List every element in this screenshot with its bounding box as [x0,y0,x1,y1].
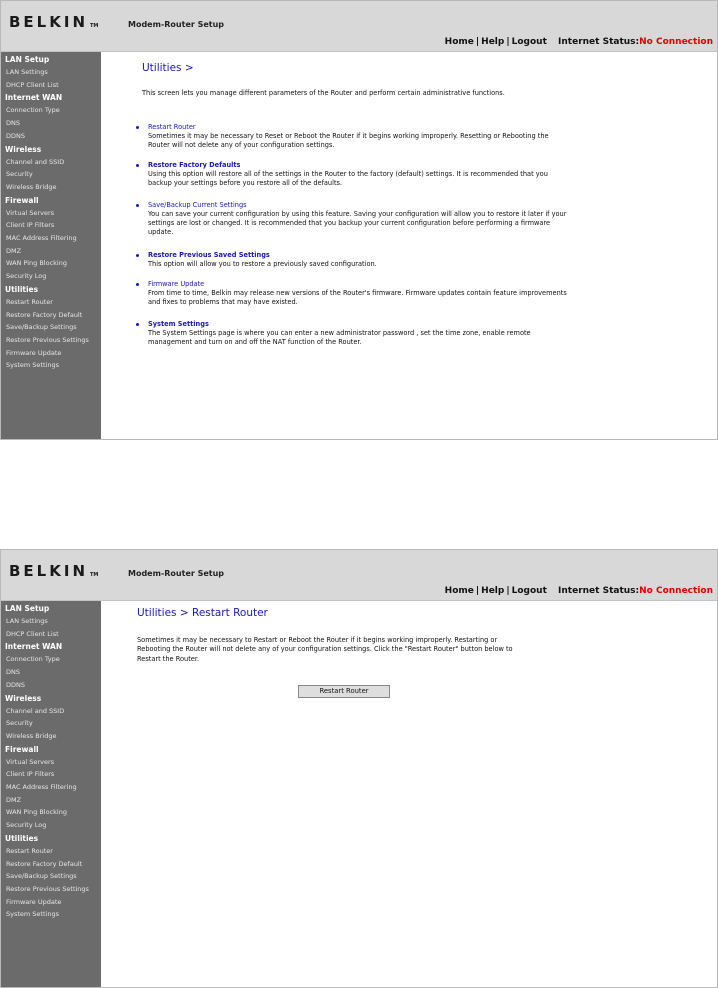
sidebar-item-system-settings[interactable]: System Settings [6,910,59,919]
sidebar-item-security-log[interactable]: Security Log [6,272,47,281]
nav-separator: | [475,586,480,596]
sidebar-item-dhcp-client-list[interactable]: DHCP Client List [6,629,59,638]
sidebar-item-channel-and-ssid[interactable]: Channel and SSID [6,157,65,166]
option-link-save-backup[interactable]: Save/Backup Current Settings [148,201,247,209]
internet-status-value: No Connection [639,37,713,47]
sidebar-menu [1,52,101,439]
sidebar-item-client-ip-filters[interactable]: Client IP Filters [6,770,55,779]
sidebar-item-wan-ping-blocking[interactable]: WAN Ping Blocking [6,808,67,817]
main-content [102,52,717,439]
sidebar-group-lan-setup[interactable]: LAN Setup [5,55,50,64]
sidebar-group-utilities[interactable]: Utilities [5,833,39,843]
home-link[interactable]: Home [444,586,474,596]
belkin-logo: BELKIN TM [9,562,99,580]
sidebar-group-lan-setup[interactable]: LAN Setup [5,604,50,613]
option-link-restore-previous[interactable]: Restore Previous Saved Settings [148,251,270,259]
option-restore-previous [148,251,568,269]
home-link[interactable]: Home [444,37,474,47]
sidebar-item-dhcp-client-list[interactable]: DHCP Client List [6,80,59,89]
page-title: Utilities > Restart Router [137,607,268,619]
sidebar-item-virtual-servers[interactable]: Virtual Servers [6,208,55,217]
option-restore-factory-defaults [148,161,568,188]
sidebar-item-wireless-bridge[interactable]: Wireless Bridge [6,182,57,191]
logout-link[interactable]: Logout [511,37,547,47]
option-description: Using this option will restore all of the settings in the Router to the factory (default) settings. It is recommended that you backup your settings before you restore all of the defaults. [148,169,548,187]
logout-link[interactable]: Logout [511,586,547,596]
sidebar-item-wireless-bridge[interactable]: Wireless Bridge [6,731,57,740]
sidebar-item-restore-previous-settings[interactable]: Restore Previous Settings [6,335,89,344]
option-description: The System Settings page is where you can enter a new administrator password , set the time zone, enable remote management and turn on and off the NAT function of the Router. [148,328,531,346]
top-nav [445,37,713,47]
option-description: From time to time, Belkin may release new versions of the Router's firmware. Firmware updates contain feature improvements and fixes to problems that may have existed. [148,288,567,306]
sidebar-item-security[interactable]: Security [6,719,33,728]
main-content [102,601,717,987]
restart-description: Sometimes it may be necessary to Restart or Reboot the Router if it begins working improperly. Restarting or Rebooting the Router will not delete any of your configuration settings. Click the "Restart Router" button below to Restart the Router. [137,636,513,663]
option-save-backup [148,201,568,237]
internet-status-label: Internet Status: [558,586,640,596]
sidebar-group-internet-wan[interactable]: Internet WAN [5,642,63,652]
sidebar-item-restart-router[interactable]: Restart Router [6,846,53,855]
sidebar-item-client-ip-filters[interactable]: Client IP Filters [6,221,55,230]
intro-text: This screen lets you manage different parameters of the Router and perform certain administrative functions. [142,89,505,97]
sidebar-item-system-settings[interactable]: System Settings [6,361,59,370]
sidebar-item-restore-previous-settings[interactable]: Restore Previous Settings [6,884,89,893]
sidebar-group-utilities[interactable]: Utilities [5,284,39,294]
option-description: You can save your current configuration by using this feature. Saving your configuration will allow you to restore it later if your settings are lost or changed. It is recommended that you backup your current configuration before performing a firmware update. [148,209,567,237]
bullet-icon [136,126,139,129]
help-link[interactable]: Help [481,37,505,47]
page-title: Utilities > [142,62,194,74]
option-link-restore-factory-defaults[interactable]: Restore Factory Defaults [148,161,241,169]
sidebar-item-save-backup-settings[interactable]: Save/Backup Settings [6,323,77,332]
sidebar-item-dmz[interactable]: DMZ [6,246,22,255]
sidebar-item-security[interactable]: Security [6,170,33,179]
option-description: Sometimes it may be necessary to Reset or Reboot the Router if it begins working improperly. Resetting or Rebooting the Router will not delete any of your configuration settings. [148,131,549,149]
option-restart-router [148,123,568,150]
internet-status-value: No Connection [639,586,713,596]
sidebar-item-restart-router[interactable]: Restart Router [6,297,53,306]
sidebar-item-save-backup-settings[interactable]: Save/Backup Settings [6,872,77,881]
bullet-icon [136,323,139,326]
sidebar-item-virtual-servers[interactable]: Virtual Servers [6,757,55,766]
sidebar-item-firmware-update[interactable]: Firmware Update [6,348,62,357]
app-title: Modem-Router Setup [128,20,225,29]
sidebar-group-wireless[interactable]: Wireless [5,144,42,154]
sidebar-item-dns[interactable]: DNS [6,668,20,677]
header-bar [1,550,717,601]
sidebar-item-lan-settings[interactable]: LAN Settings [6,617,48,625]
option-link-system-settings[interactable]: System Settings [148,320,209,328]
sidebar-item-mac-address-filtering[interactable]: MAC Address Filtering [6,783,77,792]
sidebar-item-channel-and-ssid[interactable]: Channel and SSID [6,706,65,715]
sidebar-item-connection-type[interactable]: Connection Type [6,655,60,664]
option-description: This option will allow you to restore a previously saved configuration. [148,259,377,268]
sidebar-item-dmz[interactable]: DMZ [6,795,22,804]
sidebar-item-ddns[interactable]: DDNS [6,680,25,689]
header-bar [1,1,717,52]
sidebar-item-firmware-update[interactable]: Firmware Update [6,897,62,906]
sidebar-group-wireless[interactable]: Wireless [5,693,42,703]
option-link-restart-router[interactable]: Restart Router [148,123,196,131]
help-link[interactable]: Help [481,586,505,596]
sidebar-item-connection-type[interactable]: Connection Type [6,106,60,115]
restart-router-screen [0,549,718,988]
sidebar-item-mac-address-filtering[interactable]: MAC Address Filtering [6,234,77,243]
restart-router-button[interactable]: Restart Router [298,685,390,698]
app-title: Modem-Router Setup [128,569,225,578]
sidebar-item-wan-ping-blocking[interactable]: WAN Ping Blocking [6,259,67,268]
option-firmware-update [148,280,568,307]
nav-separator: | [475,37,480,47]
sidebar-item-restore-factory-default[interactable]: Restore Factory Default [6,310,83,319]
sidebar-item-dns[interactable]: DNS [6,119,20,128]
option-system-settings [148,320,568,347]
sidebar-group-internet-wan[interactable]: Internet WAN [5,93,63,103]
utilities-screen [0,0,718,440]
bullet-icon [136,254,139,257]
bullet-icon [136,204,139,207]
bullet-icon [136,283,139,286]
sidebar-group-firewall[interactable]: Firewall [5,195,39,205]
internet-status-label: Internet Status: [558,37,640,47]
bullet-icon [136,164,139,167]
sidebar-item-security-log[interactable]: Security Log [6,821,47,830]
top-nav [445,586,713,596]
nav-separator: | [506,586,510,596]
option-link-firmware-update[interactable]: Firmware Update [148,280,205,288]
nav-separator: | [506,37,510,47]
belkin-logo: BELKIN TM [9,13,99,31]
sidebar-group-firewall[interactable]: Firewall [5,744,39,754]
sidebar-item-ddns[interactable]: DDNS [6,131,25,140]
sidebar-item-lan-settings[interactable]: LAN Settings [6,68,48,76]
sidebar-menu [1,601,101,987]
sidebar-item-restore-factory-default[interactable]: Restore Factory Default [6,859,83,868]
